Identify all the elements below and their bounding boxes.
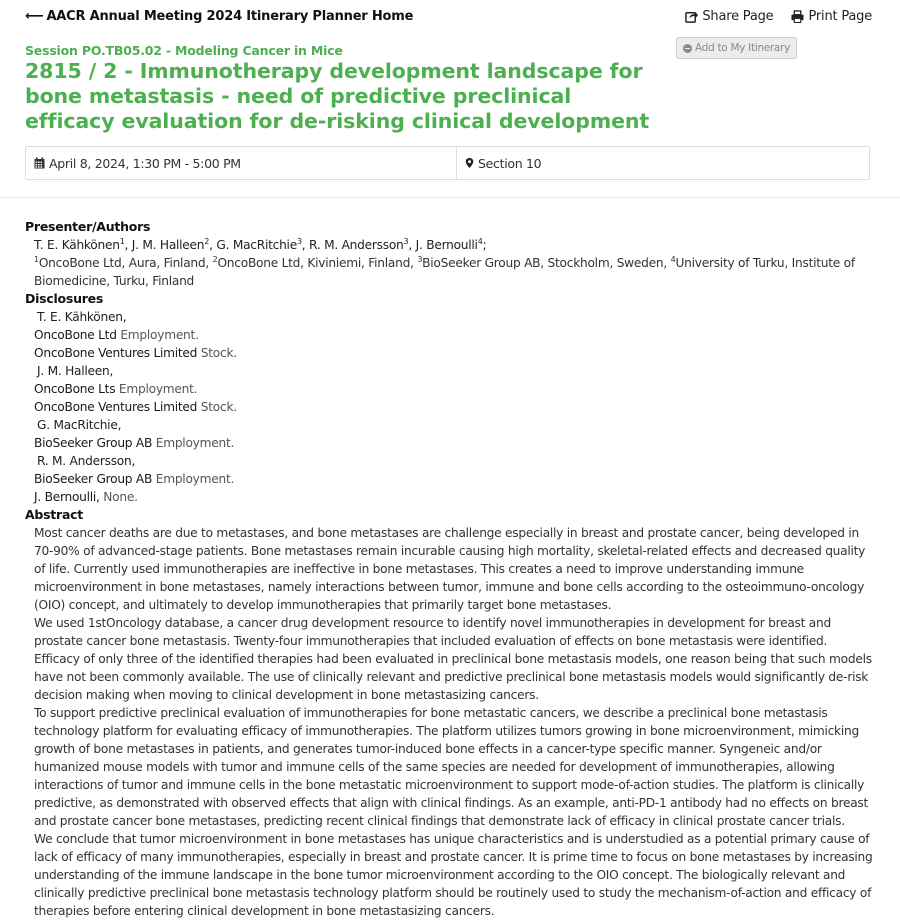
- disclosure-role: Stock.: [197, 346, 237, 360]
- disclosure-org: OncoBone Lts: [34, 382, 116, 396]
- author-affiliation-number: 3: [296, 236, 302, 246]
- disclosure-person: J. M. Halleen,: [37, 364, 114, 378]
- abstract-paragraph: We used 1stOncology database, a cancer drug development resource to identify novel immunotherapies in development for breast and prostate cancer bone metastasis. Twenty-four immunotherapies that included evaluation of effects on bone metastasis were identified. Efficacy of only three of the identified therapies had been evaluated in preclinical bone metastasis models, one reason being that such models have not been commonly available. The use of clinically relevant and predictive preclinical bone metastasis models would significantly de-risk decision making when moving to clinical development in bone metastasizing cancers.: [34, 616, 872, 702]
- session-info-box: [25, 146, 870, 180]
- abstract-paragraph: Most cancer deaths are due to metastases, and bone metastases are challenge especially in breast and prostate cancer, being developed in 70-90% of advanced-stage patients. Bone metastases remain incurable causing high mortality, skeletal-related effects and decreased quality of life. Currently used immunotherapies are ineffective in bone metastases. This creates a need to improve understanding immune microenvironment in bone metastases, namely interactions between tumor, immune and bone cells according to the osteoimmuno-oncology (OIO) concept, and ultimately to develop immunotherapies that primarily target bone metastases.: [34, 526, 866, 612]
- abstract-paragraph: To support predictive preclinical evaluation of immunotherapies for bone metastatic cancers, we describe a preclinical bone metastasis technology platform for evaluating efficacy of immunotherapies. The platform utilizes tumors growing in bone microenvironment, mimicking growth of bone metastases in patients, and generates tumor-induced bone effects in a cancer-type specific manner. Syngeneic and/or humanized mouse models with tumor and immune cells of the same species are needed for development of immunotherapies, allowing interactions of tumor and immune cells in the bone metastatic microenvironment to support mode-of-action studies. The platform is clinically predictive, as demonstrated with observed effects that align with clinical findings. As an example, anti-PD-1 antibody had no effects on breast and prostate cancer bone metastases, predicting recent clinical findings that demonstrate lack of efficacy in clinical prostate cancer trials.: [34, 706, 869, 828]
- disclosure-org: OncoBone Ventures Limited: [34, 400, 198, 414]
- page-title: 2815 / 2 - Immunotherapy development landscape for bone metastasis - need of predictive preclinical efficacy evaluation for de-risking clinical development: [25, 59, 650, 133]
- share-page-button[interactable]: [685, 9, 773, 24]
- affiliation-text: OncoBone Ltd, Aura, Finland,: [38, 256, 213, 270]
- disclosure-org: OncoBone Ltd: [34, 328, 117, 342]
- print-page-label: Print Page: [808, 9, 872, 24]
- disclosure-entry: [25, 488, 875, 506]
- disclosure-entry: [25, 434, 875, 452]
- session-location-text: Section 10: [478, 155, 542, 171]
- disclosure-person: T. E. Kähkönen,: [37, 310, 127, 324]
- divider: [0, 197, 900, 198]
- print-icon: [791, 10, 804, 23]
- abstract-details: [25, 218, 875, 920]
- top-bar: [25, 9, 872, 29]
- calendar-icon: [34, 157, 45, 169]
- minus-circle-icon: [683, 44, 692, 53]
- home-link[interactable]: [25, 9, 413, 24]
- disclosures-heading: Disclosures: [25, 291, 104, 306]
- author-affiliation-number: 1: [119, 236, 125, 246]
- page-actions: [685, 9, 872, 24]
- disclosure-entry: [25, 470, 875, 488]
- abstract-body: [25, 524, 875, 920]
- disclosure-role: Employment.: [152, 472, 235, 486]
- disclosure-role: Stock.: [197, 400, 237, 414]
- abstract-heading: Abstract: [25, 507, 84, 522]
- author-name: J. Bernoulli: [415, 238, 478, 252]
- affiliation-number: 2: [212, 254, 218, 264]
- author-affiliation-number: 2: [204, 236, 210, 246]
- disclosure-org: J. Bernoulli,: [34, 490, 100, 504]
- session-location: [457, 147, 541, 179]
- session-label: Session PO.TB05.02 - Modeling Cancer in Mice: [25, 43, 343, 58]
- disclosure-role: None.: [99, 490, 138, 504]
- author-name: T. E. Kähkönen: [34, 238, 120, 252]
- affiliations: [25, 254, 875, 290]
- add-to-itinerary-label: Add to My Itinerary: [695, 42, 790, 54]
- share-page-label: Share Page: [702, 9, 774, 24]
- affiliation-number: 3: [417, 254, 423, 264]
- affiliation-text: University of Turku, Institute of Biomedicine, Turku, Finland: [34, 256, 855, 288]
- affiliation-number: 1: [34, 254, 39, 264]
- home-link-label: AACR Annual Meeting 2024 Itinerary Planner Home: [46, 9, 414, 24]
- disclosure-role: Employment.: [115, 382, 198, 396]
- back-arrow-icon: ⟵: [25, 9, 44, 24]
- affiliation-text: OncoBone Ltd, Kiviniemi, Finland,: [217, 256, 418, 270]
- print-page-button[interactable]: [791, 9, 872, 24]
- disclosure-person: G. MacRitchie,: [37, 418, 122, 432]
- session-date: [26, 147, 457, 179]
- affiliation-number: 4: [670, 254, 676, 264]
- disclosure-role: Employment.: [152, 436, 235, 450]
- disclosure-org: OncoBone Ventures Limited: [34, 346, 198, 360]
- author-list: T. E. Kähkönen$^1$, J. M. Halleen$^2$, G. MacRitchie$^3$, R. M. Andersson$^3$, J. Bernoulli$^4$;: [34, 236, 487, 252]
- author-affiliation-number: 3: [403, 236, 409, 246]
- presenters-heading: Presenter/Authors: [25, 219, 151, 234]
- disclosure-entry: [25, 380, 875, 398]
- author-name: J. M. Halleen: [131, 238, 205, 252]
- author-name: G. MacRitchie: [216, 238, 297, 252]
- disclosure-entry: [25, 326, 875, 344]
- abstract-paragraph: We conclude that tumor microenvironment in bone metastases has unique characteristics and is understudied as a potential primary cause of lack of efficacy of many immunotherapies, especially in breast and prostate cancer. It is prime time to focus on bone metastases by increasing understanding of the immune landscape in the bone tumor microenvironment according to the OIO concept. The biologically relevant and clinically predictive preclinical bone metastasis technology platform should be routinely used to study the mechanism-of-action and efficacy of therapies before entering clinical development in bone metastasizing cancers.: [34, 832, 873, 918]
- map-marker-icon: [465, 157, 474, 169]
- disclosure-entry: [25, 398, 875, 416]
- disclosure-list: [25, 308, 875, 506]
- add-to-itinerary-button[interactable]: [676, 37, 797, 59]
- share-icon: [685, 10, 698, 23]
- disclosure-role: Employment.: [116, 328, 199, 342]
- affiliation-text: BioSeeker Group AB, Stockholm, Sweden,: [422, 256, 671, 270]
- disclosure-entry: [25, 344, 875, 362]
- author-affiliation-number: 4: [477, 236, 483, 246]
- disclosure-org: BioSeeker Group AB: [34, 436, 153, 450]
- disclosure-person: R. M. Andersson,: [37, 454, 136, 468]
- session-date-text: April 8, 2024, 1:30 PM - 5:00 PM: [49, 155, 241, 171]
- author-name: R. M. Andersson: [309, 238, 404, 252]
- disclosure-org: BioSeeker Group AB: [34, 472, 153, 486]
